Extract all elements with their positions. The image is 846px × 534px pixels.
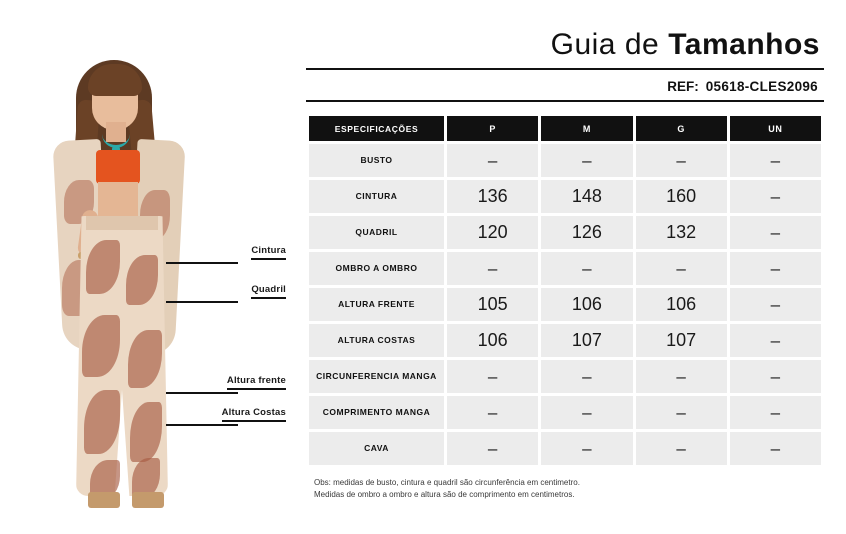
cell-circ-manga-p: – [447,360,538,393]
cell-cintura-g: 160 [636,180,727,213]
measurement-note-line-2: Medidas de ombro a ombro e altura são de comprimento em centimetros. [314,490,575,500]
table-header-size-un: UN [730,116,821,141]
shoe-shape [88,492,120,508]
row-label-circunferencia-manga: CIRCUNFERENCIA MANGA [309,360,444,393]
table-row [309,360,821,393]
cell-altura-frente-m: 106 [541,288,632,321]
cell-altura-frente-g: 106 [636,288,727,321]
callout-label-altura-costas: Altura Costas [222,407,286,422]
table-row [309,144,821,177]
cell-altura-frente-p: 105 [447,288,538,321]
table-header-specs: ESPECIFICAÇÕES [309,116,444,141]
table-header-size-g: G [636,116,727,141]
table-header-size-p: P [447,116,538,141]
cell-busto-g: – [636,144,727,177]
page-title-bold: Tamanhos [668,28,820,61]
cell-quadril-un: – [730,216,821,249]
cell-circ-manga-m: – [541,360,632,393]
row-label-ombro-a-ombro: OMBRO A OMBRO [309,252,444,285]
cell-cintura-m: 148 [541,180,632,213]
row-label-cava: CAVA [309,432,444,465]
page-title [306,28,824,62]
cell-comp-manga-un: – [730,396,821,429]
table-row [309,252,821,285]
callout-line-altura-costas [166,424,238,426]
table-row [309,288,821,321]
cell-busto-p: – [447,144,538,177]
size-table [306,113,824,468]
size-guide-panel [288,0,846,534]
cell-altura-costas-g: 107 [636,324,727,357]
callout-label-cintura: Cintura [251,245,286,260]
hair-front-shape [88,64,142,96]
model-illustration [40,30,200,530]
table-row [309,324,821,357]
cell-ombro-g: – [636,252,727,285]
cell-quadril-g: 132 [636,216,727,249]
cell-altura-costas-m: 107 [541,324,632,357]
orange-top-shape [96,150,140,184]
cell-cava-g: – [636,432,727,465]
cell-busto-un: – [730,144,821,177]
cell-altura-costas-p: 106 [447,324,538,357]
row-label-busto: BUSTO [309,144,444,177]
row-label-altura-frente: ALTURA FRENTE [309,288,444,321]
table-row [309,216,821,249]
cell-ombro-un: – [730,252,821,285]
cell-comp-manga-m: – [541,396,632,429]
reference-divider [306,100,824,102]
cell-altura-costas-un: – [730,324,821,357]
row-label-altura-costas: ALTURA COSTAS [309,324,444,357]
cell-comp-manga-p: – [447,396,538,429]
reference-label: REF: [667,79,699,94]
cell-quadril-m: 126 [541,216,632,249]
shoe-shape [132,492,164,508]
row-label-cintura: CINTURA [309,180,444,213]
callout-label-quadril: Quadril [251,284,286,299]
cell-circ-manga-un: – [730,360,821,393]
cell-cava-p: – [447,432,538,465]
cell-altura-frente-un: – [730,288,821,321]
reference-value: 05618-CLES2096 [705,79,818,94]
table-header-row [309,116,821,141]
cell-circ-manga-g: – [636,360,727,393]
table-header-size-m: M [541,116,632,141]
callout-label-altura-frente: Altura frente [227,375,286,390]
measurement-notes [306,477,824,502]
cell-cava-un: – [730,432,821,465]
cell-cintura-un: – [730,180,821,213]
cell-cintura-p: 136 [447,180,538,213]
callout-line-cintura [166,262,238,264]
callout-line-altura-frente [166,392,238,394]
row-label-comprimento-manga: COMPRIMENTO MANGA [309,396,444,429]
cell-comp-manga-g: – [636,396,727,429]
cell-cava-m: – [541,432,632,465]
page-title-light: Guia de [550,28,660,61]
model-photo-panel [0,0,288,534]
reference-row [306,70,824,94]
callout-line-quadril [166,301,238,303]
row-label-quadril: QUADRIL [309,216,444,249]
cell-quadril-p: 120 [447,216,538,249]
waistband-shape [86,216,158,230]
cell-ombro-m: – [541,252,632,285]
cell-ombro-p: – [447,252,538,285]
table-row [309,432,821,465]
table-row [309,396,821,429]
measurement-note-line-1: Obs: medidas de busto, cintura e quadril são circunferência em centimetro. [314,478,580,487]
cell-busto-m: – [541,144,632,177]
table-row [309,180,821,213]
